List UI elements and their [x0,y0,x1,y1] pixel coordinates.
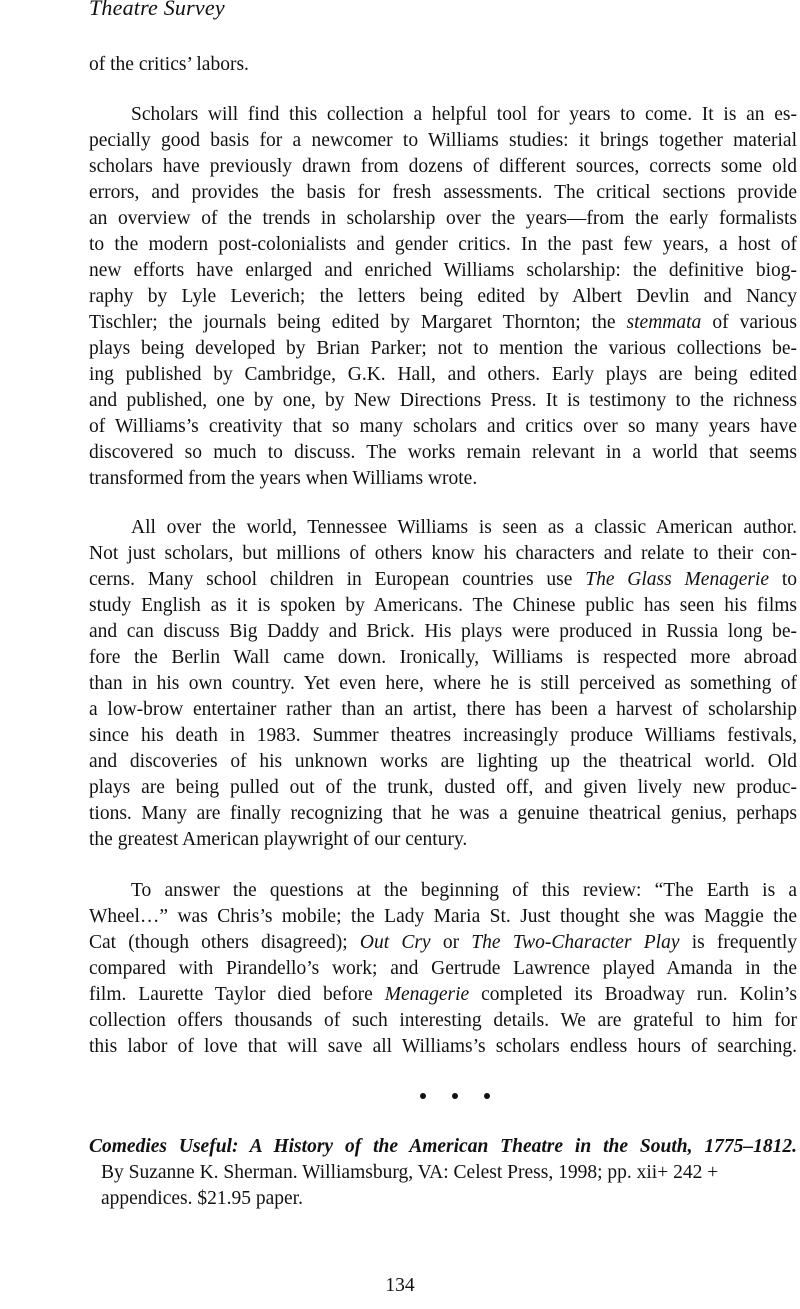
text-line: To answer the questions at the beginning of this review: “The Earth is a [131,880,797,901]
text-line: study English as it is spoken by Americans. The Chinese public has seen his films [89,595,797,616]
text-line: than in his own country. Yet even here, where he is still perceived as something of [89,673,797,694]
ornament-dot [420,1093,426,1099]
review-title: Comedies Useful: A History of the American Theatre in the South, 1775–1812. [89,1136,797,1157]
text-line: collection offers thousands of such interesting details. We are grateful to him for [89,1010,797,1031]
text-line: since his death in 1983. Summer theatres increasingly produce Williams festivals, [89,725,797,746]
text-segment: completed its Broadway run. Kolin’s [481,984,798,1005]
page-number: 134 [385,1275,415,1296]
text-segment: Tischler; the journals being edited by Margaret Thornton; the [89,312,616,333]
text-segment: film. Laurette Taylor died before [89,984,373,1005]
italic-term: stemmata [626,312,702,333]
text-line: plays being developed by Brian Parker; not to mention the various collections be- [89,338,797,359]
text-line: a low-brow entertainer rather than an artist, there has been a harvest of scholarship [89,699,797,720]
text-line: an overview of the trends in scholarship over the years—from the early formalists [89,208,797,229]
text-line: Wheel…” was Chris’s mobile; the Lady Maria St. Just thought she was Maggie the [89,906,797,927]
italic-title: The Two-Character Play [471,932,680,953]
text-line: pecially good basis for a newcomer to Williams studies: it brings together material [89,130,797,151]
text-line: scholars have previously drawn from dozens of different sources, corrects some old [89,156,797,177]
ornament-dot [484,1093,490,1099]
text-line: discovered so much to discuss. The works remain relevant in a world that seems [89,442,797,463]
text-line: Scholars will find this collection a helpful tool for years to come. It is an es- [131,104,797,125]
text-segment: or [442,932,460,953]
text-line: and discoveries of his unknown works are lighting up the theatrical world. Old [89,751,797,772]
text-line: All over the world, Tennessee Williams is seen as a classic American author. [131,517,797,538]
review-citation: By Suzanne K. Sherman. Williamsburg, VA: Celest Press, 1998; pp. xii+ 242 + [101,1162,719,1183]
text-line: transformed from the years when Williams wrote. [89,468,478,489]
text-line: tions. Many are finally recognizing that he was a genuine theatrical genius, perhaps [89,803,797,824]
section-ornament [420,1093,490,1099]
text-line: ing published by Cambridge, G.K. Hall, and others. Early plays are being edited [89,364,797,385]
text-line [89,930,797,956]
italic-title: The Glass Menagerie [585,569,770,590]
text-line: to the modern post-colonialists and gender critics. In the past few years, a host of [89,234,797,255]
text-line: Not just scholars, but millions of others know his characters and relate to their con- [89,543,797,564]
text-segment: is frequently [691,932,798,953]
text-line: of Williams’s creativity that so many scholars and critics over so many years have [89,416,797,437]
text-line: and published, one by one, by New Directions Press. It is testimony to the richness [89,390,797,411]
italic-title: Out Cry [359,932,431,953]
text-line [89,567,797,593]
text-segment: cerns. Many school children in European countries use [89,569,573,590]
text-line: compared with Pirandello’s work; and Gertrude Lawrence played Amanda in the [89,958,797,979]
text-line: and can discuss Big Daddy and Brick. His plays were produced in Russia long be- [89,621,797,642]
text-line: fore the Berlin Wall came down. Ironically, Williams is respected more abroad [89,647,797,668]
text-line: of the critics’ labors. [89,54,249,75]
text-line: errors, and provides the basis for fresh assessments. The critical sections provide [89,182,797,203]
text-line: this labor of love that will save all Williams’s scholars endless hours of searching. [89,1036,797,1057]
text-segment: Cat (though others disagreed); [89,932,348,953]
text-line [89,982,797,1008]
text-segment: of various [712,312,798,333]
text-line: the greatest American playwright of our century. [89,829,468,850]
review-citation: appendices. $21.95 paper. [101,1188,303,1209]
ornament-dot [452,1093,458,1099]
italic-title: Menagerie [384,984,470,1005]
text-segment: to [781,569,798,590]
text-line: new efforts have enlarged and enriched Williams scholarship: the definitive biog- [89,260,797,281]
text-line: plays are being pulled out of the trunk, dusted off, and given lively new produc- [89,777,797,798]
running-header: Theatre Survey [89,0,225,20]
text-line [89,310,797,336]
text-line: raphy by Lyle Leverich; the letters being edited by Albert Devlin and Nancy [89,286,797,307]
